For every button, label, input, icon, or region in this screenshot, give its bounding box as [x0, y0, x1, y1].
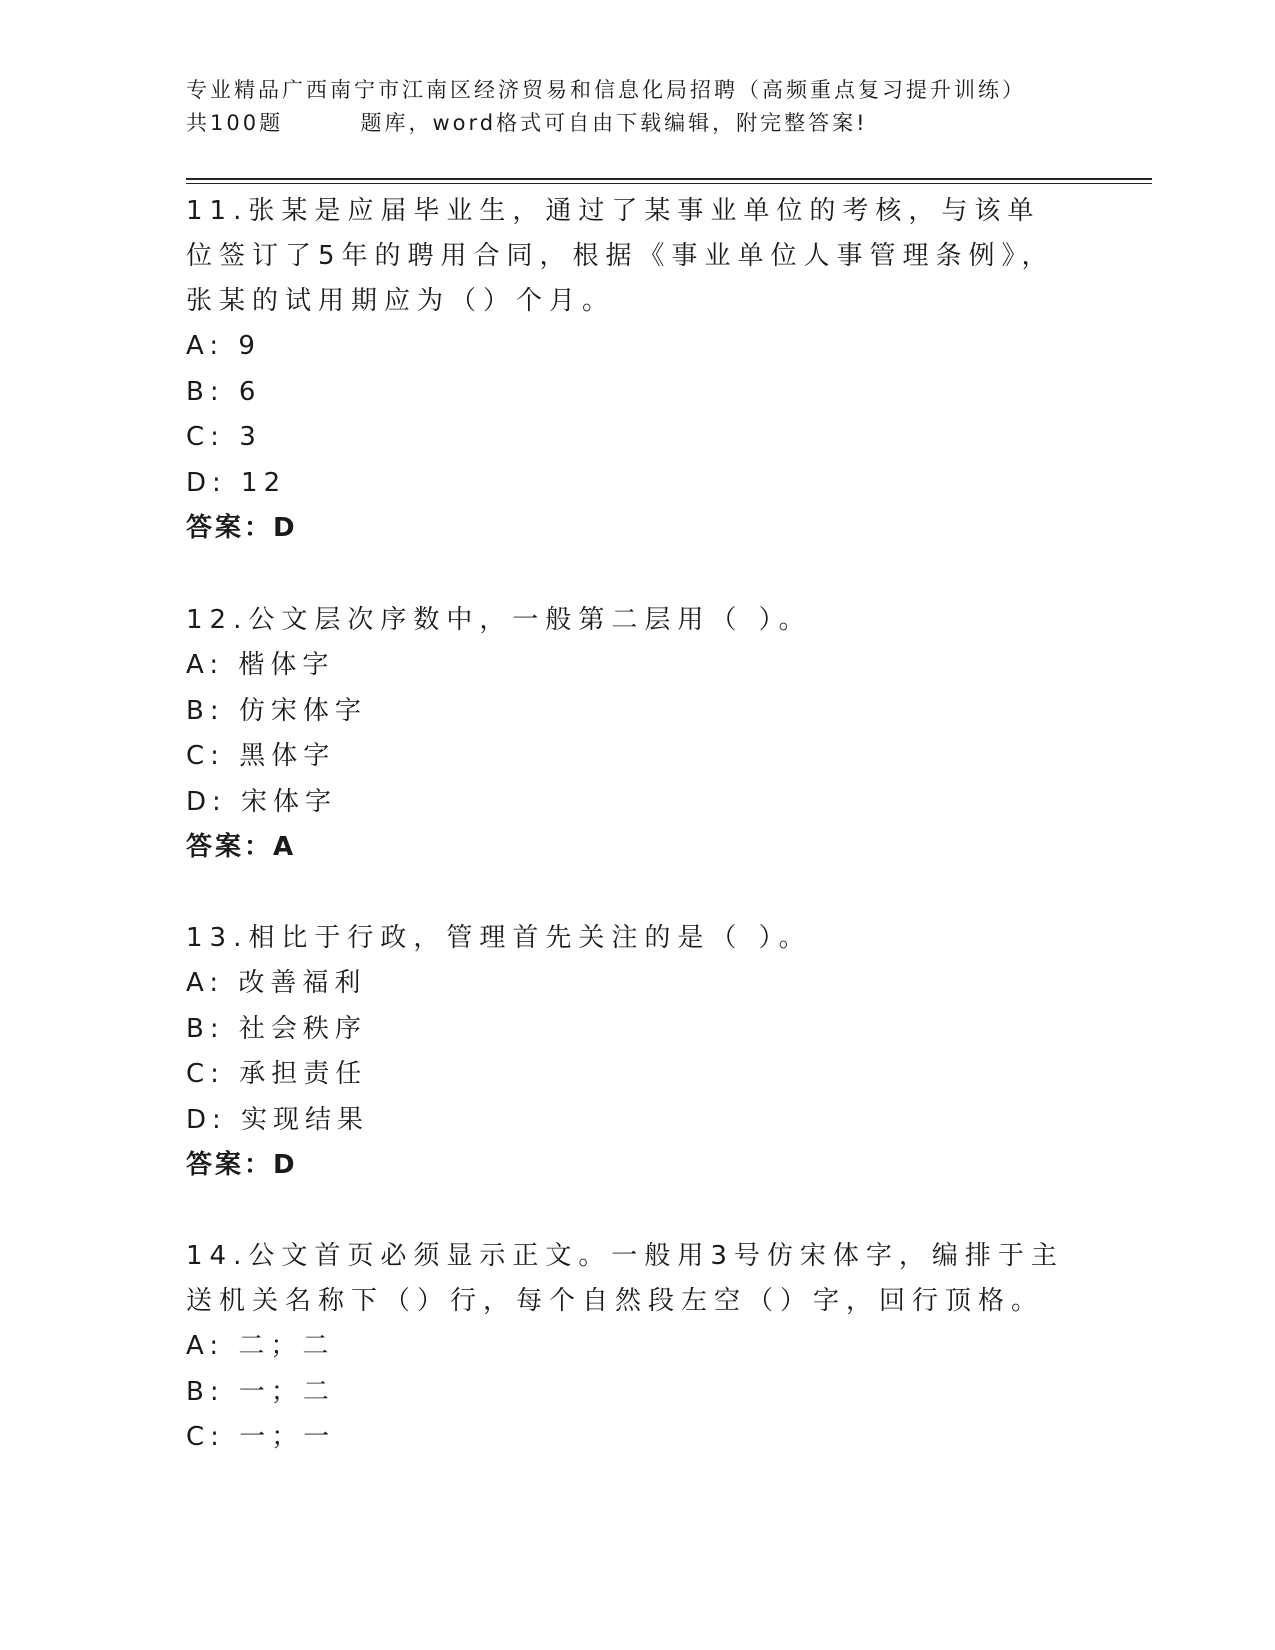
question-13: [186, 916, 1066, 1188]
question-11: [186, 189, 1066, 551]
option-text: 6: [238, 376, 262, 407]
question-stem: 12.公文层次序数中，一般第二层用（ ）。: [186, 605, 812, 635]
option-text: 12: [241, 467, 287, 498]
question-stem: 13.相比于行政，管理首先关注的是（ ）。: [186, 923, 812, 953]
option-b: [186, 1370, 1066, 1416]
option-a: [186, 324, 1066, 370]
option-text: 黑体字: [239, 741, 336, 771]
header-subtitle-line: 共100题 题库，word格式可自由下载编辑，附完整答案!: [186, 111, 868, 135]
header-title-line: 专业精品广西南宁市江南区经济贸易和信息化局招聘（高频重点复习提升训练）: [186, 78, 1026, 102]
answer-line: 答案：A: [186, 832, 297, 862]
option-key: A:: [186, 1331, 225, 1361]
option-c: [186, 734, 1066, 780]
option-d: [186, 461, 1066, 507]
option-text: 一；二: [238, 1376, 335, 1407]
document-header: [186, 74, 1086, 140]
option-key: B:: [186, 1376, 225, 1407]
option-a: [186, 961, 1066, 1007]
answer-line: 答案：D: [186, 1150, 298, 1180]
option-text: 楷体字: [238, 650, 335, 680]
option-key: A:: [186, 968, 225, 998]
option-text: 实现结果: [241, 1104, 370, 1135]
option-key: C:: [186, 1422, 225, 1452]
question-12: [186, 598, 1066, 870]
option-a: [186, 643, 1066, 689]
option-text: 二；二: [238, 1331, 335, 1361]
question-14: [186, 1234, 1066, 1461]
option-key: A:: [186, 650, 225, 680]
question-stem: 14.公文首页必须显示正文。一般用3号仿宋体字，编排于主送机关名称下（）行，每个自然段左空（）字，回行顶格。: [186, 1241, 1064, 1316]
option-c: [186, 1052, 1066, 1098]
option-text: 一；一: [239, 1422, 336, 1452]
option-b: [186, 1007, 1066, 1053]
option-key: B:: [186, 376, 225, 407]
answer-line: 答案：D: [186, 513, 298, 543]
option-b: [186, 689, 1066, 735]
option-key: D:: [186, 786, 227, 817]
option-text: 9: [238, 331, 261, 361]
option-text: 宋体字: [241, 786, 338, 817]
header-divider-thin: [186, 183, 1152, 184]
option-b: [186, 370, 1066, 416]
question-stem: 11.张某是应届毕业生，通过了某事业单位的考核，与该单位签订了5年的聘用合同，根据《事业单位人事管理条例》，张某的试用期应为（）个月。: [186, 196, 1055, 316]
option-text: 承担责任: [239, 1059, 368, 1089]
option-key: B:: [186, 695, 225, 726]
option-key: B:: [186, 1013, 225, 1044]
option-key: C:: [186, 1059, 225, 1089]
option-c: [186, 1415, 1066, 1461]
header-divider-thick: [186, 178, 1152, 180]
option-key: C:: [186, 422, 225, 452]
option-d: [186, 1098, 1066, 1144]
option-a: [186, 1324, 1066, 1370]
option-c: [186, 415, 1066, 461]
option-key: C:: [186, 741, 225, 771]
option-key: D:: [186, 1104, 227, 1135]
option-text: 社会秩序: [238, 1013, 367, 1044]
option-text: 3: [239, 422, 262, 452]
option-text: 改善福利: [238, 968, 367, 998]
option-key: A:: [186, 331, 225, 361]
option-text: 仿宋体字: [238, 695, 367, 726]
option-d: [186, 780, 1066, 826]
option-key: D:: [186, 467, 227, 498]
